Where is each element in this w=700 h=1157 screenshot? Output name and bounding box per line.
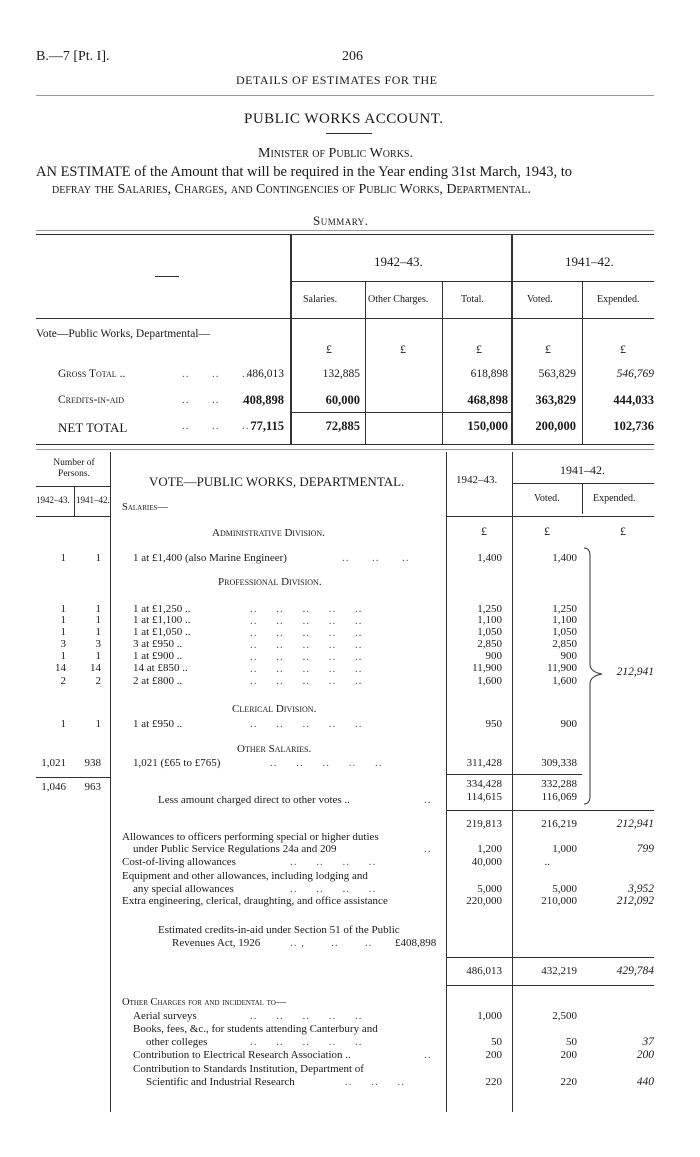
detail-year-current: 1942–43. — [456, 474, 498, 486]
row-label: NET TOTAL — [58, 420, 128, 435]
voted: 309,338 — [541, 757, 577, 769]
estimate-line-1: AN ESTIMATE of the Amount that will be required in the Year ending 31st March, 1943, to — [36, 164, 573, 180]
currency-salaries: £ — [326, 342, 332, 356]
line-1: Extra engineering, clerical, draughting, and office assistance — [122, 895, 388, 907]
persons-1941: 1 — [95, 614, 101, 626]
estimate: 200 — [485, 1049, 502, 1061]
credits-line-1: Estimated credits-in-aid under Section 51 of the Public — [158, 924, 400, 936]
persons-1941: 1 — [95, 650, 101, 662]
cell-salaries: 486,013 — [246, 368, 284, 380]
minister-heading: Minister of Public Works. — [258, 146, 413, 161]
persons-1942: 1 — [60, 626, 66, 638]
expended: 799 — [636, 843, 654, 855]
voted: 1,400 — [552, 552, 577, 564]
col-other-charges: Other Charges. — [368, 294, 429, 305]
line-2: under Public Service Regulations 24a and 209 — [133, 843, 337, 855]
row-description: 1 at £1,050 .. — [133, 626, 191, 638]
cell-salaries: 408,898 — [243, 393, 284, 407]
vote-title: VOTE—PUBLIC WORKS, DEPARTMENTAL. — [149, 474, 405, 489]
voted: 220 — [560, 1076, 577, 1088]
voted: 216,219 — [541, 818, 577, 830]
expended: 212,092 — [616, 895, 654, 907]
row-description: 1,021 (£65 to £765) — [133, 757, 221, 769]
row-description: 1 at £1,100 .. — [133, 614, 191, 626]
detail-year-previous: 1941–42. — [560, 463, 605, 477]
cell-salaries: 77,115 — [250, 419, 284, 433]
estimate-line-2: defray the Salaries, Charges, and Contingencies of Public Works, Departmental. — [52, 182, 532, 197]
cell-expended: 444,033 — [613, 393, 654, 407]
voted: 116,069 — [541, 791, 577, 803]
row-description: 3 at £950 .. — [133, 638, 183, 650]
other-charges-heading: Other Charges for and incidental to— — [122, 997, 287, 1008]
line-1: Cost-of-living allowances — [122, 856, 236, 868]
estimate: 5,000 — [477, 883, 502, 895]
voted: 1,250 — [552, 603, 577, 615]
persons-1941: 963 — [84, 781, 101, 793]
expended: 37 — [642, 1036, 654, 1048]
voted: 332,288 — [541, 778, 577, 790]
persons-1941: 1 — [95, 718, 101, 730]
number-of-persons-label: Number of Persons. — [53, 458, 95, 479]
estimate: 1,100 — [477, 614, 502, 626]
persons-1941: 2 — [95, 675, 101, 687]
persons-1942: 1 — [60, 718, 66, 730]
page-number: 206 — [342, 49, 363, 64]
detail-currency-est: £ — [481, 524, 487, 538]
other-salaries-heading: Other Salaries. — [237, 743, 312, 755]
currency-expended: £ — [620, 342, 626, 356]
persons-1941: 1 — [95, 552, 101, 564]
voted: 1,100 — [552, 614, 577, 626]
persons-1941: 1 — [95, 603, 101, 615]
estimate: 1,200 — [477, 843, 502, 855]
voted: 900 — [560, 650, 577, 662]
persons-1942: 3 — [60, 638, 66, 650]
expended: 200 — [636, 1049, 654, 1061]
persons-1942: 1 — [60, 603, 66, 615]
persons-col-1942: 1942–43. — [36, 495, 70, 505]
salaries-heading: Salaries— — [122, 502, 168, 513]
row-label: Gross Total .. — [58, 368, 126, 380]
col-voted: Voted. — [527, 294, 553, 305]
estimate: 1,250 — [477, 603, 502, 615]
expended: 3,952 — [628, 883, 654, 895]
detail-col-voted: Voted. — [534, 493, 560, 504]
voted: 1,000 — [552, 843, 577, 855]
credits-line-2: Revenues Act, 1926 — [172, 937, 261, 949]
credits-amount: £408,898 — [395, 937, 437, 949]
persons-1942: 14 — [55, 662, 66, 674]
summary-year-previous: 1941–42. — [565, 254, 614, 269]
cell-total: 150,000 — [467, 419, 508, 433]
line-1: Allowances to officers performing special or higher duties — [122, 831, 379, 843]
estimate: 1,600 — [477, 675, 502, 687]
currency-total: £ — [476, 342, 482, 356]
line-2: any special allowances — [133, 883, 234, 895]
header-rule — [36, 95, 654, 96]
expended: 212,941 — [616, 818, 654, 830]
voted: 432,219 — [541, 965, 577, 977]
account-title: PUBLIC WORKS ACCOUNT. — [244, 111, 444, 127]
estimate: 1,000 — [477, 1010, 502, 1022]
page-reference: B.—7 [Pt. I]. — [36, 49, 110, 64]
estimate: 11,900 — [472, 662, 502, 674]
number-of-persons-heading — [40, 458, 108, 480]
estimate: 1,400 — [477, 552, 502, 564]
persons-1942: 1 — [60, 650, 66, 662]
line-1: Equipment and other allowances, including lodging and — [122, 870, 368, 882]
persons-1942: 1 — [60, 552, 66, 564]
expended: 440 — [636, 1076, 654, 1088]
line-1: Books, fees, &c., for students attending Canterbury and — [133, 1023, 378, 1035]
voted: 2,850 — [552, 638, 577, 650]
detail-currency-voted: £ — [544, 524, 550, 538]
cell-expended: 546,769 — [616, 368, 654, 380]
voted: 5,000 — [552, 883, 577, 895]
col-total: Total. — [461, 294, 484, 305]
persons-1941: 1 — [95, 626, 101, 638]
currency-voted: £ — [545, 342, 551, 356]
vote-label: Vote—Public Works, Departmental— — [36, 328, 210, 340]
estimate: 50 — [491, 1036, 502, 1048]
voted: 50 — [566, 1036, 577, 1048]
cell-expended: 102,736 — [613, 419, 654, 433]
estimate: 40,000 — [471, 856, 502, 868]
persons-1942: 1,046 — [41, 781, 66, 793]
row-label: Credits-in-aid — [58, 394, 124, 406]
estimate: 2,850 — [477, 638, 502, 650]
persons-col-1941: 1941–42. — [76, 495, 110, 505]
cell-total: 618,898 — [470, 368, 508, 380]
line-2: Scientific and Industrial Research — [146, 1076, 295, 1088]
detail-currency-exp: £ — [620, 524, 626, 538]
less-label: Less amount charged direct to other votes .. — [158, 794, 350, 806]
col-salaries: Salaries. — [303, 294, 338, 305]
admin-division-heading: Administrative Division. — [212, 527, 325, 539]
cell-other: 60,000 — [325, 393, 360, 407]
estimate: 220 — [485, 1076, 502, 1088]
row-description: 14 at £850 .. — [133, 662, 188, 674]
cell-voted: 563,829 — [538, 368, 576, 380]
row-description: 1 at £900 .. — [133, 650, 183, 662]
estimate: 220,000 — [466, 895, 502, 907]
voted: .. — [544, 856, 550, 868]
leader-dots: .. .. .. .. .. .. .. .. .. .. .. .. .. .. .. .. .. .. .. .. .. .. .. .. .. .. .. .. .. .. .. .. .. .. .. — [250, 603, 363, 687]
cell-other: 72,885 — [325, 419, 360, 433]
row-description: 2 at £800 .. — [133, 675, 183, 687]
cell-voted: 363,829 — [535, 393, 576, 407]
voted: 900 — [560, 718, 577, 730]
summary-year-current: 1942–43. — [374, 254, 423, 269]
persons-1941: 938 — [84, 757, 101, 769]
row-description: 1 at £1,250 .. — [133, 603, 191, 615]
voted: 210,000 — [541, 895, 577, 907]
estimate: 311,428 — [466, 757, 502, 769]
estimate: 900 — [485, 650, 502, 662]
bracket-expended-value: 212,941 — [616, 666, 654, 678]
line-1: Contribution to Standards Institution, Department of — [133, 1063, 364, 1075]
estimate: 114,615 — [466, 791, 502, 803]
detail-col-expended: Expended. — [593, 493, 636, 504]
cell-voted: 200,000 — [535, 419, 576, 433]
voted: 11,900 — [547, 662, 577, 674]
line-2: other colleges — [146, 1036, 208, 1048]
line-1: Aerial surveys — [133, 1010, 197, 1022]
voted: 1,600 — [552, 675, 577, 687]
prof-division-heading: Professional Division. — [218, 576, 322, 588]
currency-other: £ — [400, 342, 406, 356]
persons-1942: 1 — [60, 614, 66, 626]
persons-1941: 3 — [95, 638, 101, 650]
persons-1942: 1,021 — [41, 757, 66, 769]
row-description: 1 at £950 .. — [133, 718, 183, 730]
voted: 200 — [560, 1049, 577, 1061]
title-rule — [326, 133, 372, 134]
clerical-division-heading: Clerical Division. — [232, 703, 317, 715]
voted: 1,050 — [552, 626, 577, 638]
summary-heading: Summary. — [313, 213, 369, 228]
estimate: 1,050 — [477, 626, 502, 638]
persons-1942: 2 — [60, 675, 66, 687]
estimate: 334,428 — [466, 778, 502, 790]
cell-total: 468,898 — [467, 393, 508, 407]
line-1: Contribution to Electrical Research Association .. — [133, 1049, 351, 1061]
voted: 2,500 — [552, 1010, 577, 1022]
estimate: 219,813 — [466, 818, 502, 830]
row-description: 1 at £1,400 (also Marine Engineer) — [133, 552, 287, 564]
page-subtitle: DETAILS OF ESTIMATES FOR THE — [236, 73, 438, 87]
col-expended: Expended. — [597, 294, 640, 305]
expended: 429,784 — [616, 965, 654, 977]
cell-other: 132,885 — [322, 368, 360, 380]
estimate: 486,013 — [466, 965, 502, 977]
expended-bracket — [582, 546, 612, 808]
persons-1941: 14 — [90, 662, 101, 674]
estimate: 950 — [485, 718, 502, 730]
